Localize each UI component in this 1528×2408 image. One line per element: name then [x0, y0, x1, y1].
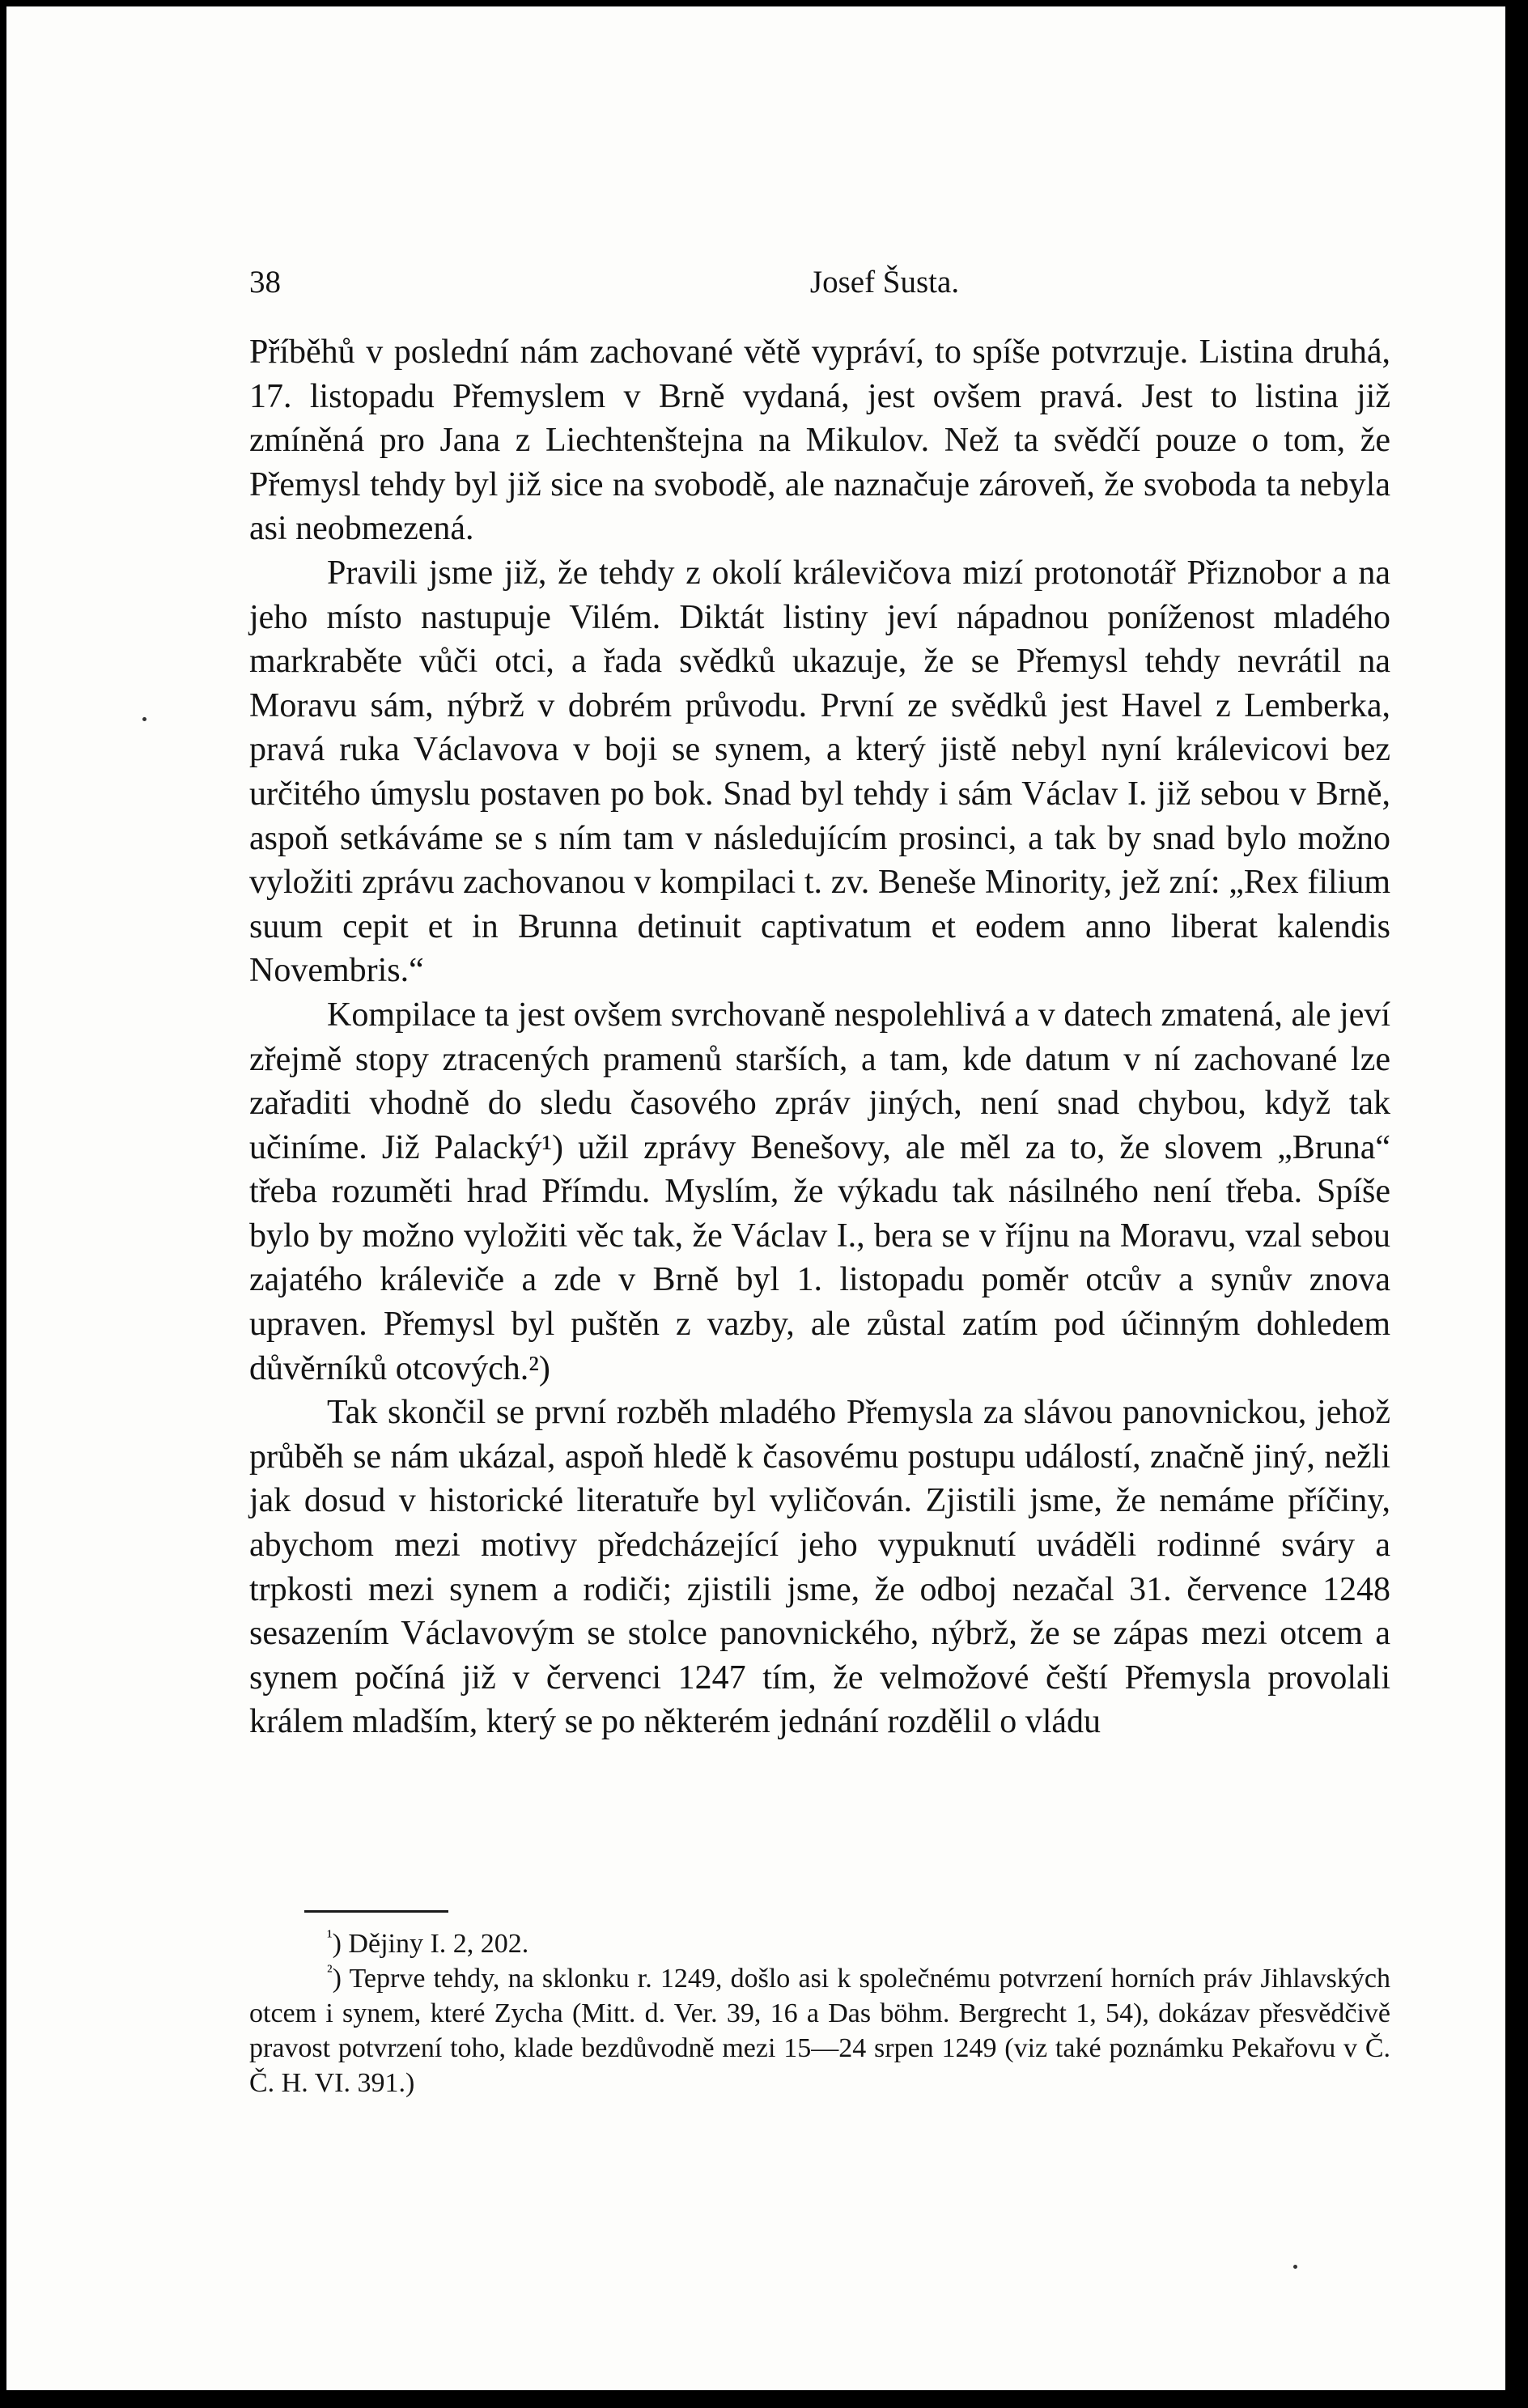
footnote-separator	[304, 1910, 448, 1913]
book-page	[6, 6, 1505, 2390]
running-title: Josef Šusta.	[809, 265, 960, 299]
footnote-2-text: ) Teprve tehdy, na sklonku r. 1249, došlo asi k společnému potvrzení horních práv Jihlavských otcem i synem, které Zycha (Mitt. d. Ver. 39, 16 a Das böhm. Bergrecht 1, 54), dokázav přesvědčivě pravost potvrzení toho, klade bezdůvodně mezi 15—24 srpen 1249 (viz také poznámku Pekařovu v Č. Č. H. VI. 391.)	[249, 1964, 1390, 2098]
running-head	[249, 264, 1390, 312]
footnote-2	[249, 1961, 1390, 2100]
page-number: 38	[249, 265, 281, 299]
footnote-1	[249, 1926, 1390, 1961]
footnote-1-text: ) Dějiny I. 2, 202.	[332, 1929, 529, 1959]
footnote-1-mark: ¹	[327, 1926, 333, 1947]
scan-speck	[1293, 2265, 1297, 2269]
paragraph-4: Tak skončil se první rozběh mladého Přemysla za slávou panovnickou, jehož průběh se nám ukázal, aspoň hledě k časovému postupu událostí, značně jiný, nežli jak dosud v historické literatuře byl vyličován. Zjistili jsme, že nemáme příčiny, abychom mezi motivy předcházející jeho vypuknutí uváděli rodinné sváry a trpkosti mezi synem a rodiči; zjistili jsme, že odboj nezačal 31. července 1248 sesazením Václavovým se stolce panovnického, nýbrž, že se zápas mezi otcem a synem počíná již v červenci 1247 tím, že velmožové čeští Přemysla provolali králem mladším, který se po některém jednání rozdělil o vládu	[249, 1394, 1390, 1741]
paragraph-2: Pravili jsme již, že tehdy z okolí králevičova mizí protonotář Přiznobor a na jeho místo nastupuje Vilém. Diktát listiny jeví nápadnou poníženost mladého markraběte vůči otci, a řada svědků ukazuje, že se Přemysl tehdy nevrátil na Moravu sám, nýbrž v dobrém průvodu. První ze svědků jest Havel z Lemberka, pravá ruka Václavova v boji se synem, a který jistě nebyl nyní králevicovi bez určitého úmyslu postaven po bok. Snad byl tehdy i sám Václav I. již sebou v Brně, aspoň setkáváme se s ním tam v následujícím prosinci, a tak by snad bylo možno vyložiti zprávu zachovanou v kompilaci t. zv. Beneše Minority, jež zní: „Rex filium suum cepit et in Brunna detinuit captivatum et eodem anno liberat kalendis Novembris.“	[249, 554, 1390, 990]
main-text	[249, 330, 1390, 1744]
footnotes	[249, 1926, 1390, 2100]
footnote-2-mark: ²	[327, 1960, 333, 1981]
paragraph-1: Příběhů v poslední nám zachované větě vypráví, to spíše potvrzuje. Listina druhá, 17. listopadu Přemyslem v Brně vydaná, jest ovšem pravá. Jest to listina již zmíněná pro Jana z Liechtenštejna na Mikulov. Než ta svědčí pouze o tom, že Přemysl tehdy byl již sice na svobodě, ale naznačuje zároveň, že svoboda ta nebyla asi neobmezená.	[249, 333, 1390, 548]
scan-speck	[142, 717, 146, 721]
paragraph-3: Kompilace ta jest ovšem svrchovaně nespolehlivá a v datech zmatená, ale jeví zřejmě stopy ztracených pramenů starších, a tam, kde datum v ní zachované lze zařaditi vhodně do sledu časového zpráv jiných, není snad chybou, když tak učiníme. Již Palacký¹) užil zprávy Benešovy, ale měl za to, že slovem „Bruna“ třeba rozuměti hrad Přímdu. Myslím, že výkadu tak násilného není třeba. Spíše bylo by možno vyložiti věc tak, že Václav I., bera se v říjnu na Moravu, vzal sebou zajatého králeviče a zde v Brně byl 1. listopadu poměr otcův a synův znova upraven. Přemysl byl puštěn z vazby, ale zůstal zatím pod účinným dohledem důvěrníků otcových.²)	[249, 996, 1390, 1387]
